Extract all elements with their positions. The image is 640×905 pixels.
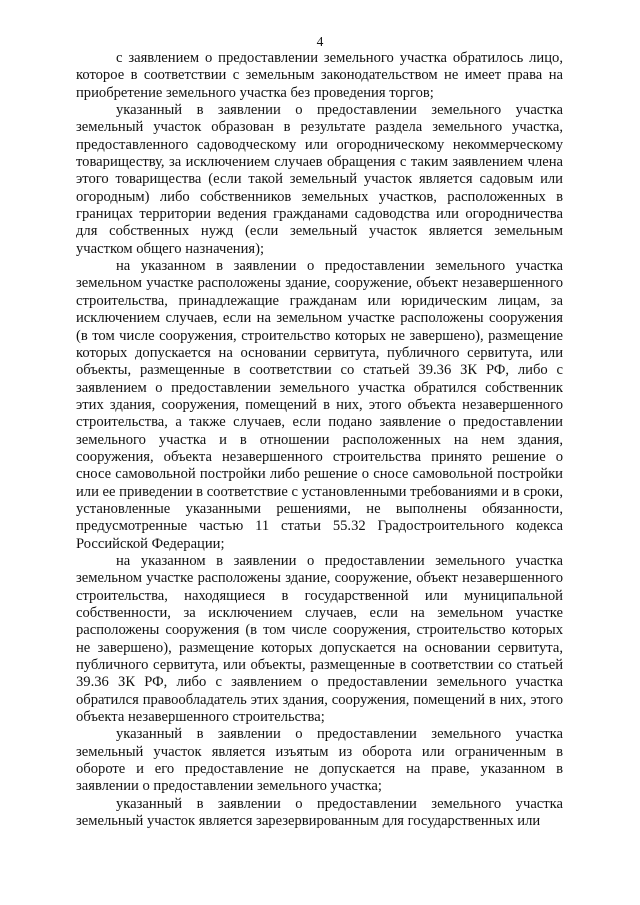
paragraph-2: указанный в заявлении о предоставлении земельного участка земельный участок образован в результате раздела земельного участка, предоставленного садоводческому или огородническому некоммерческому товариществу, за исключением случаев обращения с таким заявлением члена этого товарищества (если такой земельный участок является садовым или огородным) либо собственников земельных участков, расположенных в границах территории ведения гражданами садоводства или огородничества для собственных нужд (если земельный участок является земельным участком общего назначения); [76,102,563,257]
paragraph-6: указанный в заявлении о предоставлении земельного участка земельный участок является зарезервированным для государственных или [76,795,563,830]
paragraph-3: на указанном в заявлении о предоставлении земельного участка земельном участке расположены здание, сооружение, объект незавершенного строительства, принадлежащие гражданам или юридическим лицам, за исключением случаев, если на земельном участке расположены сооружения (в том числе сооружения, строительство которых не завершено), размещение которых допускается на основании сервитута, публичного сервитута, или объекты, размещенные в соответствии со статьей 39.36 ЗК РФ, либо с заявлением о предоставлении земельного участка обратился собственник этих здания, сооружения, помещений в них, этого объекта незавершенного строительства, а также случаев, если подано заявление о предоставлении земельного участка и в отношении расположенных на нем здания, сооружения, объекта незавершенного строительства принято решение о сносе самовольной постройки либо решение о сносе самовольной постройки или ее приведении в соответствие с установленными требованиями и в сроки, установленные указанными решениями, не выполнены обязанности, предусмотренные частью 11 статьи 55.32 Градостроительного кодекса Российской Федерации; [76,258,563,552]
paragraph-5: указанный в заявлении о предоставлении земельного участка земельный участок является изъятым из оборота или ограниченным в обороте и его предоставление не допускается на праве, указанном в заявлении о предоставлении земельного участка; [76,726,563,795]
paragraph-4: на указанном в заявлении о предоставлении земельного участка земельном участке расположены здание, сооружение, объект незавершенного строительства, находящиеся в государственной или муниципальной собственности, за исключением случаев, если на земельном участке расположены сооружения (в том числе сооружения, строительство которых не завершено), размещение которых допускается на основании сервитута, публичного сервитута, или объекты, размещенные в соответствии со статьей 39.36 ЗК РФ, либо с заявлением о предоставлении земельного участка обратился правообладатель этих здания, сооружения, помещений в них, этого объекта незавершенного строительства; [76,552,563,726]
document-body [76,50,563,830]
page-number: 4 [316,34,324,49]
paragraph-1: с заявлением о предоставлении земельного участка обратилось лицо, которое в соответствии с земельным законодательством не имеет права на приобретение земельного участка без проведения торгов; [76,50,563,101]
